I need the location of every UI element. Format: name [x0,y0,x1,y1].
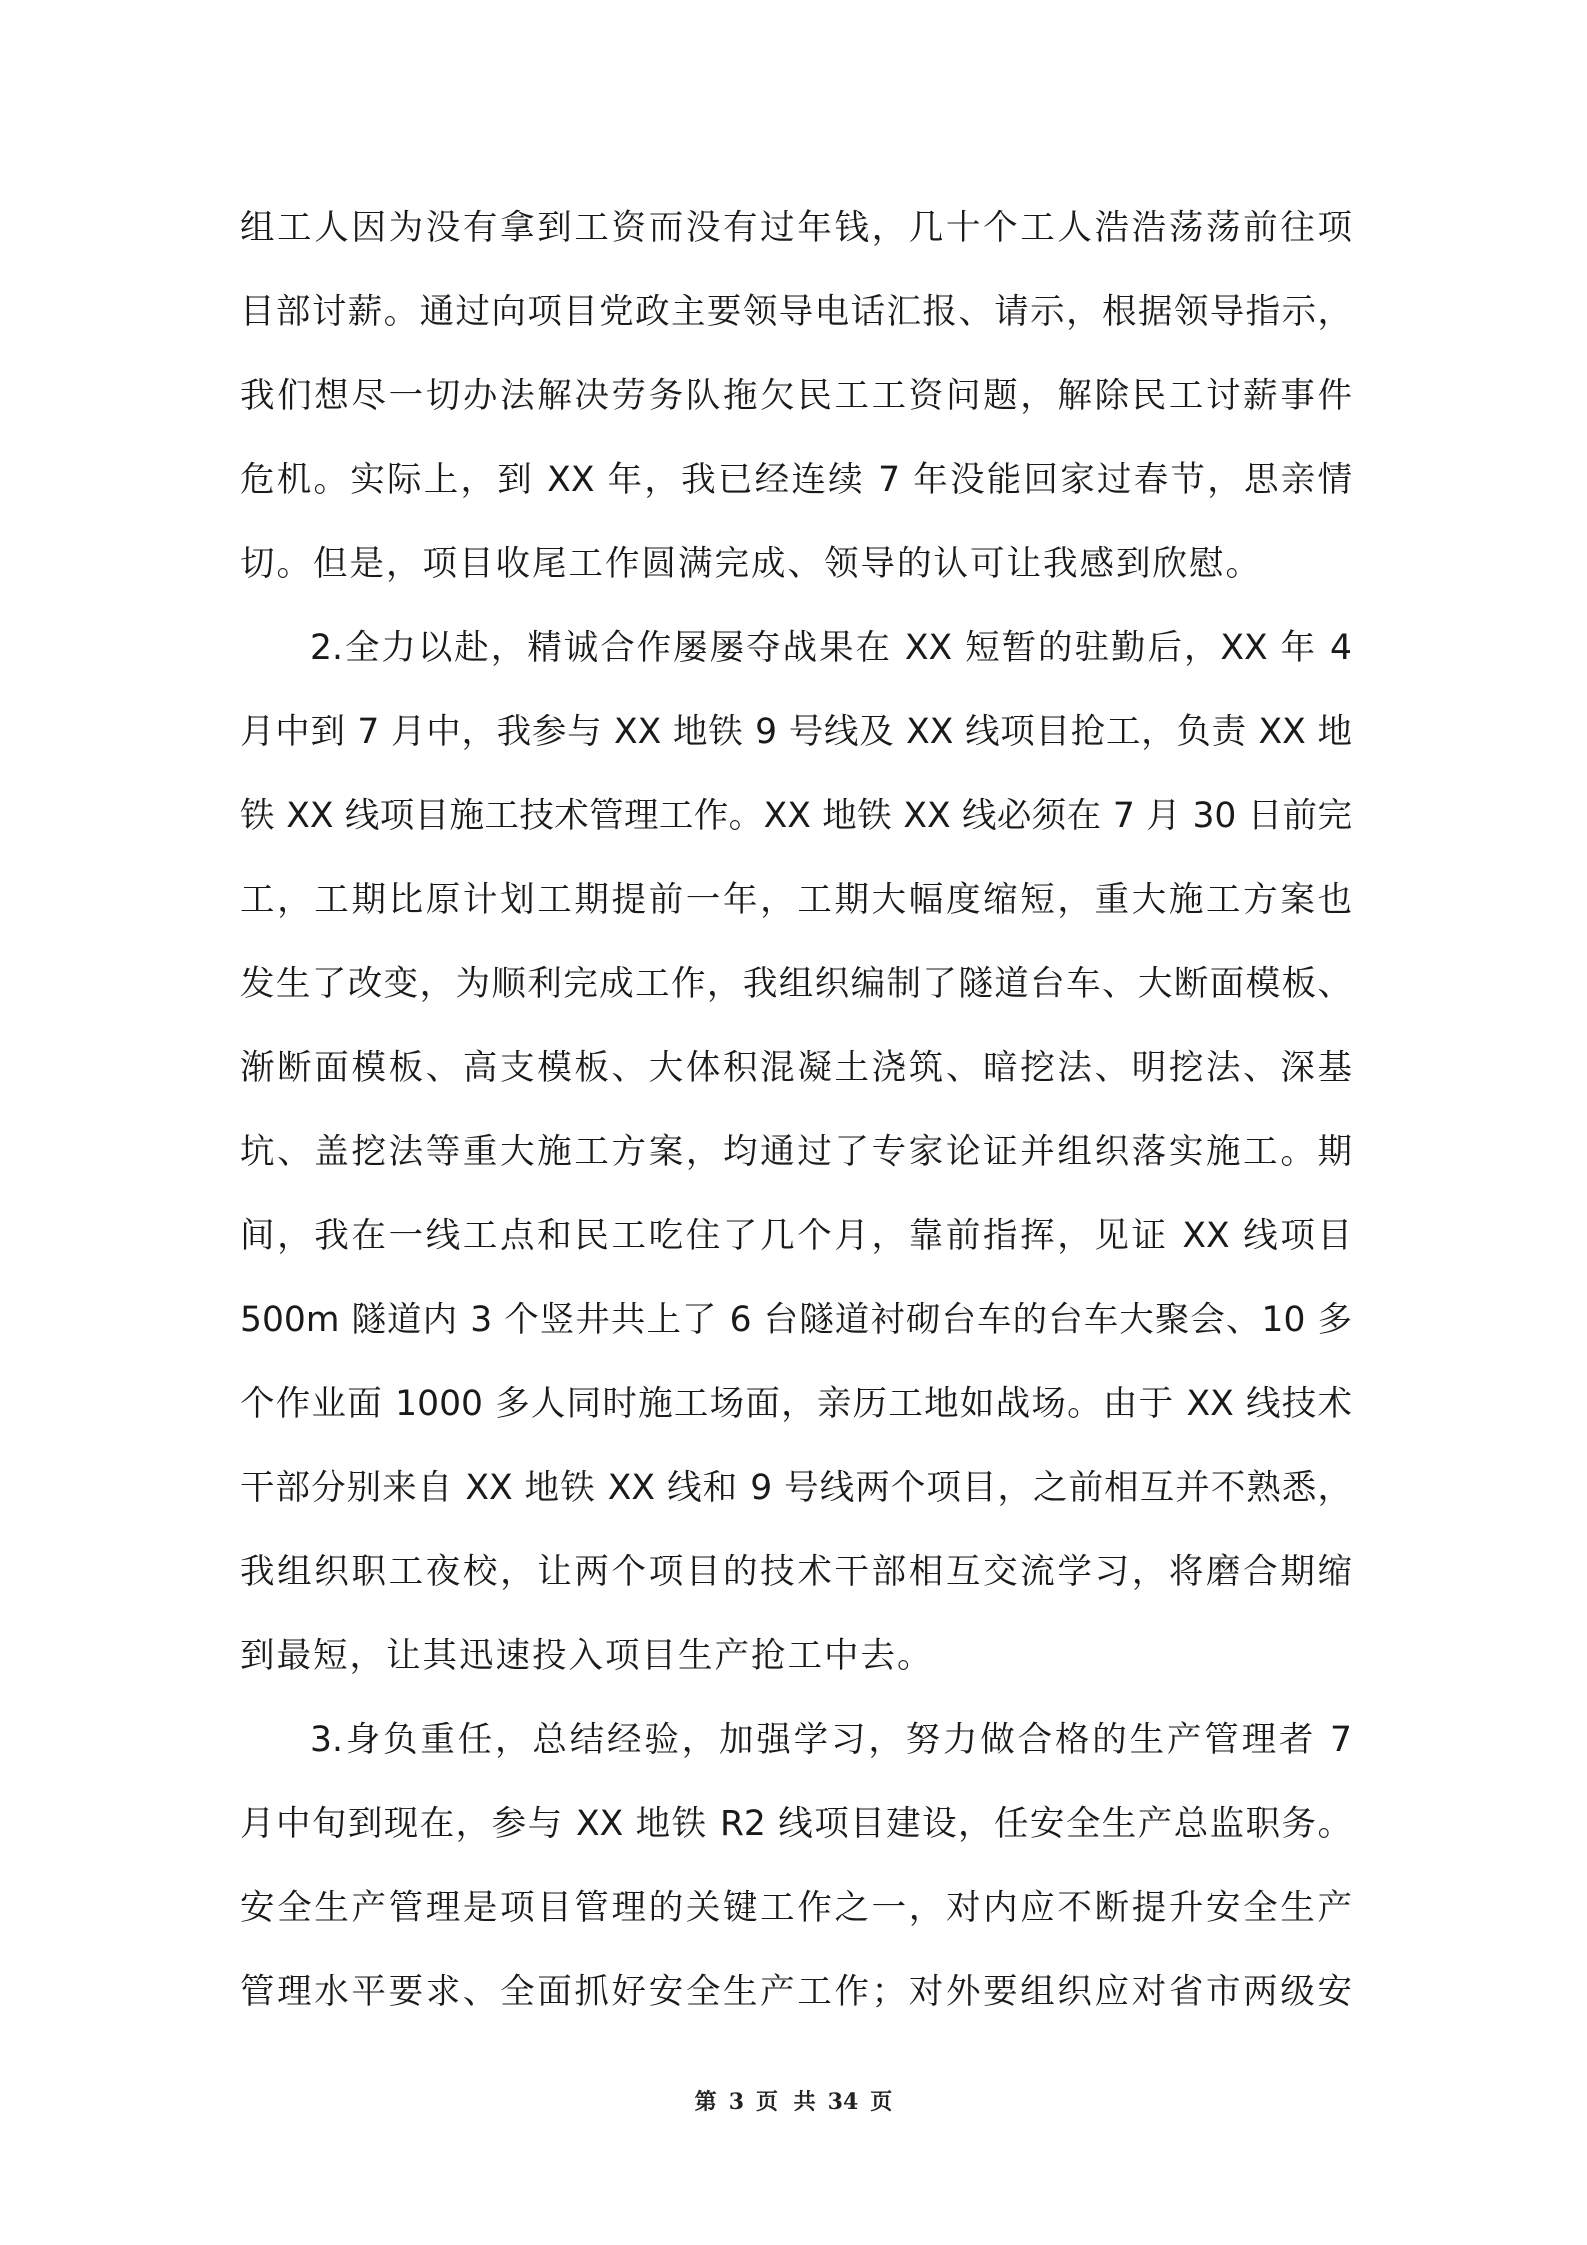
footer-middle: 页 共 [756,2089,816,2115]
page-footer [0,2085,1587,2116]
text-line: 500m 隧道内 3 个竖井共上了 6 台隧道衬砌台车的台车大聚会、10 多 [240,1300,1352,1340]
text-line: 月中旬到现在，参与 XX 地铁 R2 线项目建设，任安全生产总监职务。 [240,1804,1352,1844]
total-pages-number: 34 [827,2089,859,2115]
text-line: 切。但是，项目收尾工作圆满完成、领导的认可让我感到欣慰。 [240,544,1262,584]
text-line: 组工人因为没有拿到工资而没有过年钱，几十个工人浩浩荡荡前往项 [240,208,1352,248]
text-line: 我们想尽一切办法解决劳务队拖欠民工工资问题，解除民工讨薪事件 [240,376,1352,416]
text-line: 个作业面 1000 多人同时施工场面，亲历工地如战场。由于 XX 线技术 [240,1384,1352,1424]
text-line: 管理水平要求、全面抓好安全生产工作；对外要组织应对省市两级安 [240,1972,1352,2012]
text-line: 工，工期比原计划工期提前一年，工期大幅度缩短，重大施工方案也 [240,880,1352,920]
footer-prefix: 第 [694,2089,717,2115]
text-line: 到最短，让其迅速投入项目生产抢工中去。 [240,1636,934,1676]
text-line: 发生了改变，为顺利完成工作，我组织编制了隧道台车、大断面模板、 [240,964,1352,1004]
paragraph-heading-line: 2.全力以赴，精诚合作屡屡夺战果在 XX 短暂的驻勤后，XX 年 4 [310,628,1352,668]
text-line: 干部分别来自 XX 地铁 XX 线和 9 号线两个项目，之前相互并不熟悉， [240,1468,1352,1508]
text-line: 间，我在一线工点和民工吃住了几个月，靠前指挥，见证 XX 线项目 [240,1216,1352,1256]
current-page-number: 3 [728,2089,744,2115]
text-line: 坑、盖挖法等重大施工方案，均通过了专家论证并组织落实施工。期 [240,1132,1352,1172]
text-line: 目部讨薪。通过向项目党政主要领导电话汇报、请示，根据领导指示， [240,292,1352,332]
text-line: 我组织职工夜校，让两个项目的技术干部相互交流学习，将磨合期缩 [240,1552,1352,1592]
text-line: 危机。实际上，到 XX 年，我已经连续 7 年没能回家过春节，思亲情 [240,460,1352,500]
text-line: 铁 XX 线项目施工技术管理工作。XX 地铁 XX 线必须在 7 月 30 日前完 [240,796,1352,836]
text-line: 月中到 7 月中，我参与 XX 地铁 9 号线及 XX 线项目抢工，负责 XX 地 [240,712,1352,752]
text-line: 安全生产管理是项目管理的关键工作之一，对内应不断提升安全生产 [240,1888,1352,1928]
text-line: 渐断面模板、高支模板、大体积混凝土浇筑、暗挖法、明挖法、深基 [240,1048,1352,1088]
footer-suffix: 页 [870,2089,893,2115]
paragraph-heading-line: 3.身负重任，总结经验，加强学习，努力做合格的生产管理者 7 [310,1720,1352,1760]
